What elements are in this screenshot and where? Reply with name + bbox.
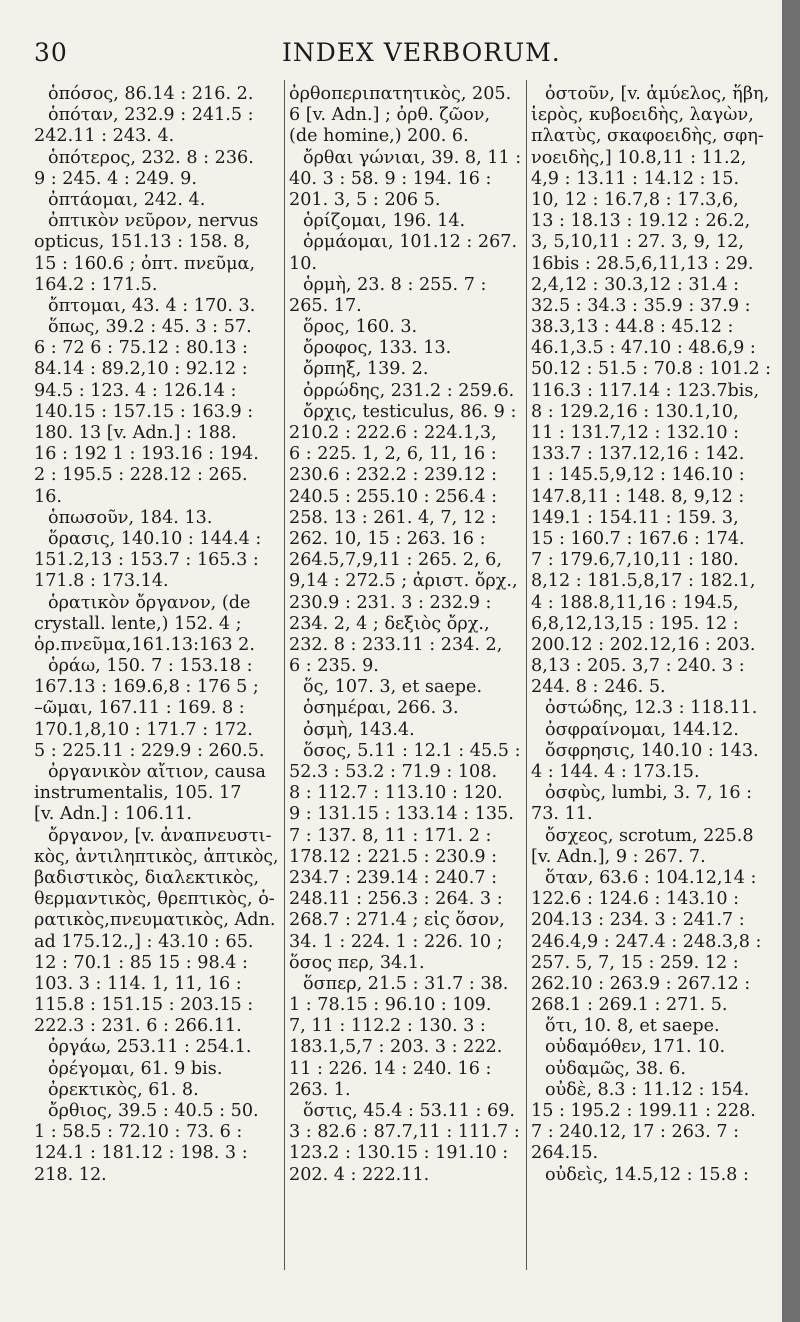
index-line: 103. 3 : 114. 1, 11, 16 : — [34, 973, 242, 994]
index-line: ὁρ.πνεῦμα,161.13:163 2. — [34, 634, 255, 655]
index-line: 5 : 225.11 : 229.9 : 260.5. — [34, 740, 265, 761]
index-line: 8 : 112.7 : 113.10 : 120. — [289, 783, 503, 804]
index-line: 6 : 72 6 : 75.12 : 80.13 : — [34, 338, 248, 359]
index-line: 167.13 : 169.6,8 : 176 5 ; — [34, 677, 259, 698]
index-line: 183.1,5,7 : 203. 3 : 222. — [289, 1037, 503, 1058]
index-line: 248.11 : 256.3 : 264. 3 : — [289, 889, 503, 910]
index-line: ὄσφρησις, 140.10 : 143. — [545, 740, 759, 761]
index-line: 122.6 : 124.6 : 143.10 : — [531, 889, 740, 910]
index-line: 8,12 : 181.5,8,17 : 182.1, — [531, 571, 756, 592]
index-line: 180. 13 [v. Adn.] : 188. — [34, 423, 237, 443]
index-line: 151.2,13 : 153.7 : 165.3 : — [34, 550, 259, 571]
index-line: 200.12 : 202.12,16 : 203. — [531, 634, 756, 655]
index-line: 201. 3, 5 : 206 5. — [289, 189, 441, 210]
index-line: 16. — [34, 486, 62, 507]
index-line: 124.1 : 181.12 : 198. 3 : — [34, 1143, 248, 1164]
index-line: 12 : 70.1 : 85 15 : 98.4 : — [34, 952, 248, 973]
index-line: πλατὺς, σκαφοειδὴς, σφη- — [531, 126, 764, 147]
index-line: ὅσος, 5.11 : 12.1 : 45.5 : — [303, 740, 521, 761]
index-line: ὅπως, 39.2 : 45. 3 : 57. — [48, 317, 252, 338]
index-line: ὅρος, 160. 3. — [303, 317, 418, 338]
index-line: 34. 1 : 224. 1 : 226. 10 ; — [289, 931, 503, 952]
index-line: ὁρμὴ, 23. 8 : 255. 7 : — [303, 274, 487, 295]
index-line: 263. 1. — [289, 1079, 351, 1100]
index-line: 52.3 : 53.2 : 71.9 : 108. — [289, 762, 498, 782]
index-line: 242.11 : 243. 4. — [34, 126, 175, 147]
index-line: –ῶμαι, 167.11 : 169. 8 : — [34, 698, 245, 719]
index-line: ὄργανον, [v. ἀναπνευστι- — [48, 825, 272, 846]
index-line: opticus, 151.13 : 158. 8, — [34, 232, 251, 253]
index-line: 94.5 : 123. 4 : 126.14 : — [34, 380, 237, 401]
index-line: 262. 10, 15 : 263. 16 : — [289, 528, 486, 549]
index-line: ὀσφραίνομαι, 144.12. — [545, 719, 739, 740]
index-line: 38.3,13 : 44.8 : 45.12 : — [531, 317, 734, 338]
index-line: 123.2 : 130.15 : 191.10 : — [289, 1143, 509, 1164]
index-line: ὄρθιος, 39.5 : 40.5 : 50. — [48, 1101, 259, 1121]
index-line: 2 : 195.5 : 228.12 : 265. — [34, 465, 248, 486]
index-line: 9 : 245. 4 : 249. 9. — [34, 168, 197, 189]
index-line: 16bis : 28.5,6,11,13 : 29. — [531, 253, 754, 274]
index-line: 240.5 : 255.10 : 256.4 : — [289, 486, 498, 507]
index-line: οὐδαμῶς, 38. 6. — [545, 1058, 686, 1079]
index-line: ὀρρώδης, 231.2 : 259.6. — [303, 380, 515, 401]
index-line: οὐδαμόθεν, 171. 10. — [545, 1037, 726, 1058]
index-line: 171.8 : 173.14. — [34, 571, 169, 592]
index-line: ὁρατικὸν ὄργανον, (de — [48, 592, 251, 613]
index-line: 262.10 : 263.9 : 267.12 : — [531, 973, 751, 994]
index-line: ὁπότερος, 232. 8 : 236. — [48, 147, 254, 168]
index-line: 6,8,12,13,15 : 195. 12 : — [531, 613, 739, 634]
index-line: ὁπόσος, 86.14 : 216. 2. — [48, 84, 254, 104]
index-line: instrumentalis, 105. 17 — [34, 783, 242, 804]
index-line: 13 : 18.13 : 19.12 : 26.2, — [531, 211, 751, 232]
index-line: ὀπτάομαι, 242. 4. — [48, 189, 206, 210]
index-line: ὄροφος, 133. 13. — [303, 338, 452, 359]
index-line: 178.12 : 221.5 : 230.9 : — [289, 846, 498, 867]
index-line: [v. Adn.], 9 : 267. 7. — [531, 846, 706, 867]
index-line: crystall. lente,) 152. 4 ; — [34, 613, 242, 634]
index-line: 7 : 240.12, 17 : 263. 7 : — [531, 1122, 740, 1143]
index-line: 230.6 : 232.2 : 239.12 : — [289, 465, 498, 486]
index-line: 3, 5,10,11 : 27. 3, 9, 12, — [531, 232, 744, 253]
index-line: βαδιστικὸς, διαλεκτικὸς, — [34, 867, 260, 888]
index-line: νοειδὴς,] 10.8,11 : 11.2, — [531, 147, 747, 168]
index-line: 9,14 : 272.5 ; ἀριστ. ὄρχ., — [289, 571, 518, 592]
index-line: 210.2 : 222.6 : 224.1,3, — [289, 423, 497, 443]
index-line: ὀρεκτικὸς, 61. 8. — [48, 1079, 199, 1100]
index-line: 140.15 : 157.15 : 163.9 : — [34, 401, 254, 422]
index-line: 6 : 225. 1, 2, 6, 11, 16 : — [289, 444, 497, 465]
index-line: ὁρμάομαι, 101.12 : 267. — [303, 232, 518, 253]
index-line: 46.1,3.5 : 47.10 : 48.6,9 : — [531, 338, 756, 359]
index-line: 7 : 137. 8, 11 : 171. 2 : — [289, 825, 492, 846]
index-line: 147.8,11 : 148. 8, 9,12 : — [531, 486, 745, 507]
index-line: ὅς, 107. 3, et saepe. — [303, 677, 483, 698]
index-line: 116.3 : 117.14 : 123.7bis, — [531, 380, 760, 401]
index-line: ὀστώδης, 12.3 : 118.11. — [545, 698, 758, 719]
index-line: ὁπόταν, 232.9 : 241.5 : — [48, 105, 254, 126]
index-line: ὄρχις, testiculus, 86. 9 : — [303, 401, 517, 422]
index-line: 6 : 235. 9. — [289, 656, 379, 677]
index-line: θερμαντικὸς, θρεπτικὸς, ὁ- — [34, 889, 275, 910]
index-line: [v. Adn.] : 106.11. — [34, 804, 192, 825]
index-line: ἱερὸς, κυβοειδὴς, λαγὼν, — [531, 105, 754, 126]
index-line: 264.5,7,9,11 : 265. 2, 6, — [289, 550, 502, 571]
index-line: 257. 5, 7, 15 : 259. 12 : — [531, 952, 739, 973]
index-line: 15 : 160.7 : 167.6 : 174. — [531, 528, 745, 549]
index-line: ὅσπερ, 21.5 : 31.7 : 38. — [303, 973, 509, 994]
index-line: οὐδεὶς, 14.5,12 : 15.8 : — [545, 1164, 749, 1185]
index-line: 6 [v. Adn.] ; ὀρθ. ζῶον, — [289, 105, 491, 126]
index-line: (de homine,) 200. 6. — [289, 126, 469, 147]
index-line: 222.3 : 231. 6 : 266.11. — [34, 1016, 242, 1037]
index-line: ὀπτικὸν νεῦρον, nervus — [48, 211, 259, 232]
page-number: 30 — [34, 38, 68, 67]
index-line: ὀργανικὸν αἴτιον, causa — [48, 762, 266, 782]
index-line: ὄσχεος, scrotum, 225.8 — [545, 825, 754, 846]
index-line: 11 : 131.7,12 : 132.10 : — [531, 423, 740, 443]
index-line: 7 : 179.6,7,10,11 : 180. — [531, 550, 739, 571]
index-line: 204.13 : 234. 3 : 241.7 : — [531, 910, 745, 931]
index-line: 11 : 226. 14 : 240. 16 : — [289, 1058, 492, 1079]
index-line: ὀστοῦν, [v. ἀμύελος, ἥβη, — [545, 84, 770, 104]
index-column-1 — [34, 84, 278, 1186]
index-line: 264.15. — [531, 1143, 599, 1164]
index-line: 133.7 : 137.12,16 : 142. — [531, 444, 745, 465]
index-line: 258. 13 : 261. 4, 7, 12 : — [289, 507, 497, 528]
index-line: οὐδὲ, 8.3 : 11.12 : 154. — [545, 1079, 750, 1100]
index-line: 10, 12 : 16.7,8 : 17.3,6, — [531, 189, 739, 210]
index-line: 32.5 : 34.3 : 35.9 : 37.9 : — [531, 295, 751, 316]
index-line: 268.1 : 269.1 : 271. 5. — [531, 995, 728, 1016]
running-head: INDEX VERBORUM. — [282, 38, 561, 67]
index-line: ὀσμὴ, 143.4. — [303, 719, 415, 740]
index-line: 115.8 : 151.15 : 203.15 : — [34, 995, 254, 1016]
index-line: ὅταν, 63.6 : 104.12,14 : — [545, 867, 757, 888]
index-line: 265. 17. — [289, 295, 362, 316]
index-line: ρατικὸς,πνευματικὸς, Adn. — [34, 910, 276, 931]
index-line: 230.9 : 231. 3 : 232.9 : — [289, 592, 492, 613]
index-line: ὄπτομαι, 43. 4 : 170. 3. — [48, 295, 256, 316]
index-line: 8,13 : 205. 3,7 : 240. 3 : — [531, 656, 745, 677]
index-line: 10. — [289, 253, 317, 274]
index-line: 4,9 : 13.11 : 14.12 : 15. — [531, 168, 740, 189]
index-line: 15 : 160.6 ; ὀπτ. πνεῦμα, — [34, 253, 256, 274]
index-line: 15 : 195.2 : 199.11 : 228. — [531, 1101, 756, 1121]
index-line: 7, 11 : 112.2 : 130. 3 : — [289, 1016, 486, 1037]
index-line: 149.1 : 154.11 : 159. 3, — [531, 507, 739, 528]
index-line: ὅρασις, 140.10 : 144.4 : — [48, 528, 262, 549]
index-line: 218. 12. — [34, 1164, 107, 1185]
index-line: 73. 11. — [531, 804, 593, 825]
index-line: ὁράω, 150. 7 : 153.18 : — [48, 656, 253, 677]
index-line: ὄρθαι γώνιαι, 39. 8, 11 : — [303, 147, 521, 168]
index-line: ὄρπηξ, 139. 2. — [303, 359, 429, 380]
index-line: 170.1,8,10 : 171.7 : 172. — [34, 719, 253, 740]
index-line: 3 : 82.6 : 87.7,11 : 111.7 : — [289, 1122, 520, 1143]
index-line: 50.12 : 51.5 : 70.8 : 101.2 : — [531, 359, 772, 380]
index-line: 232. 8 : 233.11 : 234. 2, — [289, 634, 503, 655]
index-line: ὅτι, 10. 8, et saepe. — [545, 1016, 720, 1037]
index-column-3 — [531, 84, 771, 1186]
index-line: ὅστις, 45.4 : 53.11 : 69. — [303, 1101, 516, 1121]
index-line: ὅσος περ, 34.1. — [289, 952, 425, 973]
index-line: 244. 8 : 246. 5. — [531, 677, 666, 698]
index-line: 202. 4 : 222.11. — [289, 1164, 430, 1185]
index-line: 234.7 : 239.14 : 240.7 : — [289, 867, 498, 888]
index-line: ὁσημέραι, 266. 3. — [303, 698, 459, 719]
index-column-2 — [289, 84, 521, 1186]
index-line: 1 : 145.5,9,12 : 146.10 : — [531, 465, 745, 486]
index-line: 268.7 : 271.4 ; εἰς ὅσον, — [289, 910, 505, 931]
index-line: ὁρίζομαι, 196. 14. — [303, 211, 466, 232]
index-line: 4 : 188.8,11,16 : 194.5, — [531, 592, 739, 613]
index-line: 234. 2, 4 ; δεξιὸς ὄρχ., — [289, 613, 490, 634]
index-line: ὀρέγομαι, 61. 9 bis. — [48, 1058, 223, 1079]
index-line: 84.14 : 89.2,10 : 92.12 : — [34, 359, 248, 380]
index-line: ὀσφὺς, lumbi, 3. 7, 16 : — [545, 783, 753, 804]
index-line: κὸς, ἀντιληπτικὸς, ἁπτικὸς, — [34, 846, 278, 867]
index-line: ὀρθοπεριπατητικὸς, 205. — [289, 84, 512, 104]
index-line: ὁπωσοῦν, 184. 13. — [48, 507, 213, 528]
index-line: 16 : 192 1 : 193.16 : 194. — [34, 444, 259, 465]
index-line: 246.4,9 : 247.4 : 248.3,8 : — [531, 931, 762, 952]
index-line: 1 : 78.15 : 96.10 : 109. — [289, 995, 492, 1016]
index-line: ὀργάω, 253.11 : 254.1. — [48, 1037, 252, 1058]
index-line: 4 : 144. 4 : 173.15. — [531, 762, 700, 782]
index-line: 40. 3 : 58. 9 : 194. 16 : — [289, 168, 492, 189]
index-line: 8 : 129.2,16 : 130.1,10, — [531, 401, 739, 422]
index-line: 9 : 131.15 : 133.14 : 135. — [289, 804, 514, 825]
index-line: 1 : 58.5 : 72.10 : 73. 6 : — [34, 1122, 243, 1143]
index-line: ad 175.12.,] : 43.10 : 65. — [34, 931, 254, 952]
index-line: 164.2 : 171.5. — [34, 274, 158, 295]
column-divider — [526, 80, 527, 1270]
column-divider — [284, 80, 285, 1270]
index-line: 2,4,12 : 30.3,12 : 31.4 : — [531, 274, 740, 295]
